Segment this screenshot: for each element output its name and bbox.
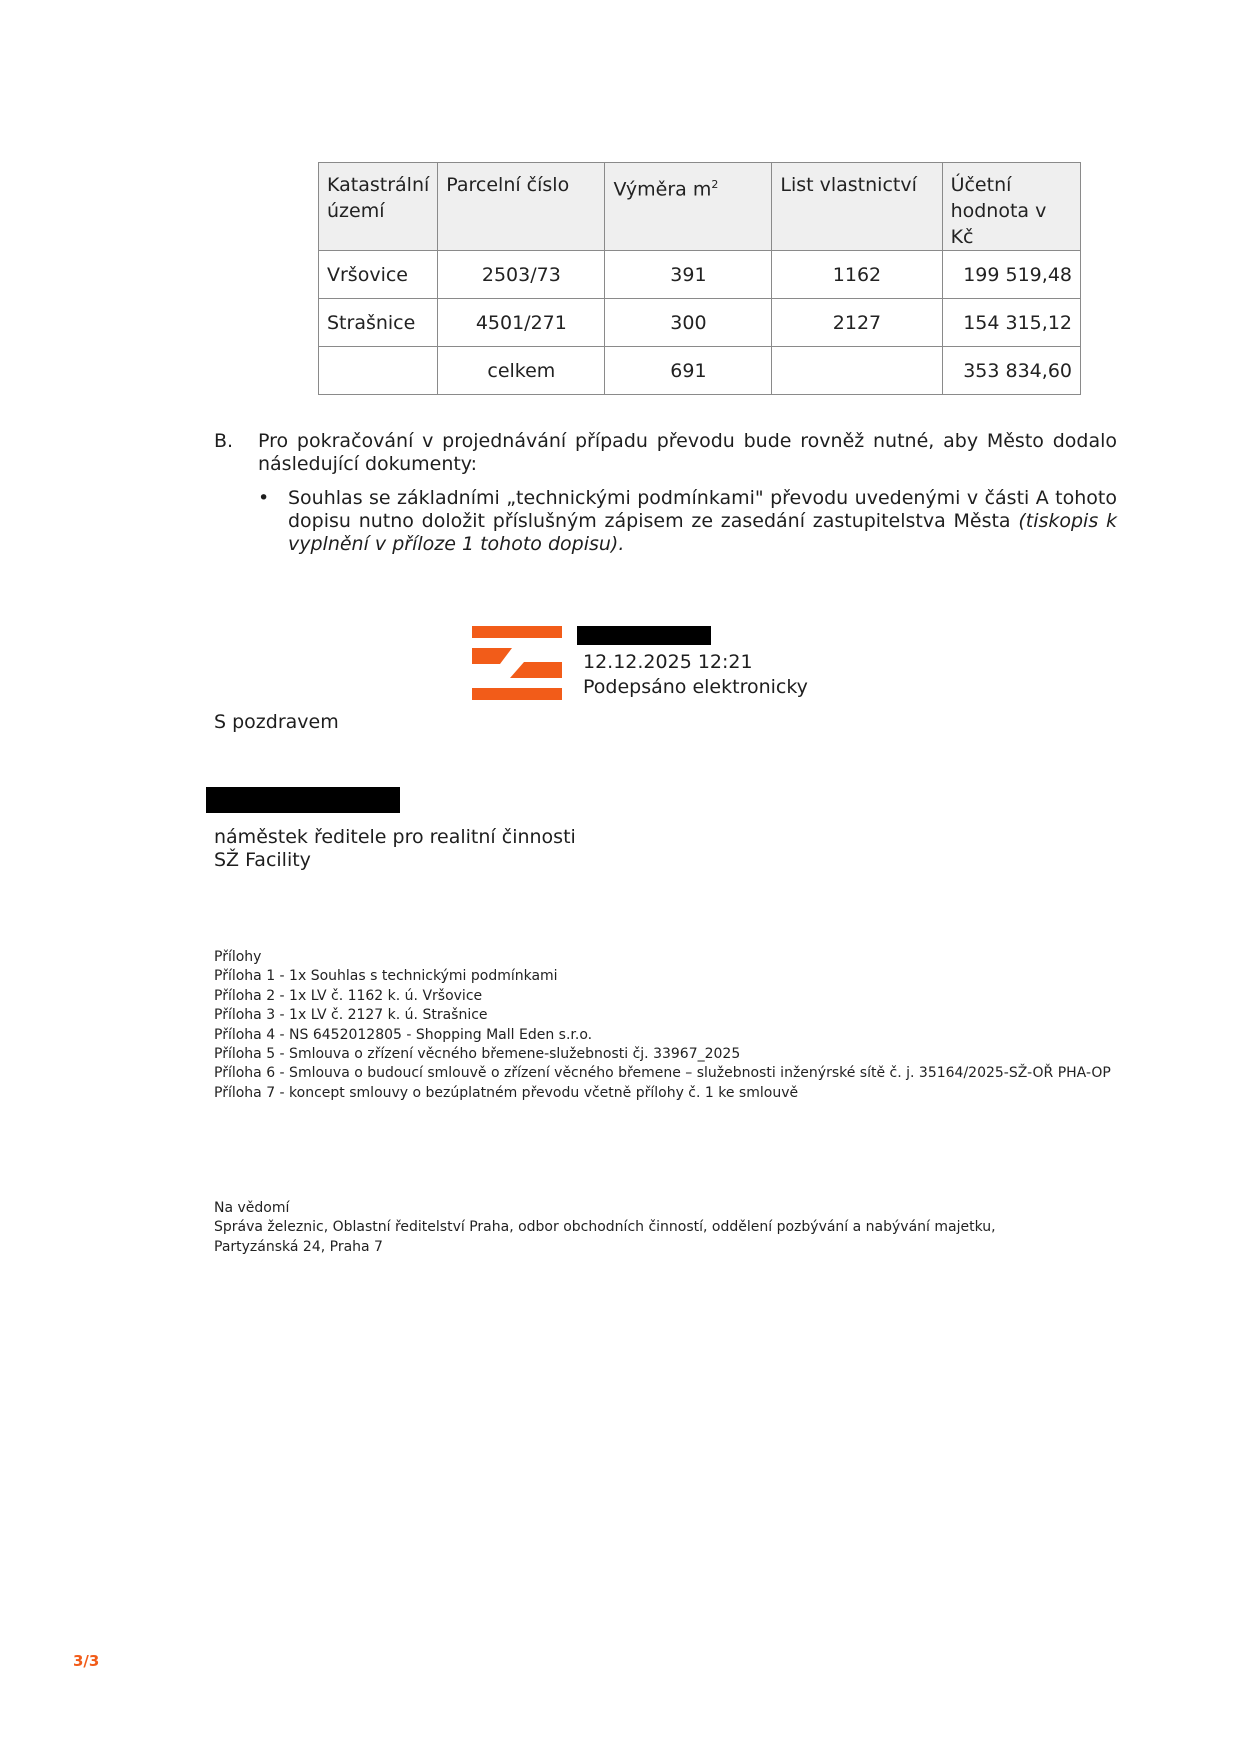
bullet-marker: • <box>258 487 270 509</box>
section-b-text: Pro pokračování v projednávání případu převodu bude rovněž nutné, aby Město dodalo následující dokumenty: <box>258 430 1117 475</box>
cell-size: 300 <box>605 299 772 347</box>
area-unit-sup: 2 <box>711 178 719 191</box>
cell-total-value: 353 834,60 <box>942 347 1080 395</box>
header-book-value: Účetní hodnota v Kč <box>942 163 1080 251</box>
notice-block <box>214 1199 1114 1257</box>
header-parcel-number: Parcelní číslo <box>438 163 605 251</box>
attachments-list <box>214 948 1114 1103</box>
cell-lv: 2127 <box>772 299 942 347</box>
parcel-table <box>318 162 1081 395</box>
bullet-text-italic: (tiskopis k vyplnění v příloze 1 tohoto dopisu). <box>288 510 1117 555</box>
cell-area-name <box>319 347 438 395</box>
table-row <box>319 299 1081 347</box>
signatory-block <box>214 826 576 872</box>
cell-parcel: 4501/271 <box>438 299 605 347</box>
cell-area-name: Vršovice <box>319 251 438 299</box>
cell-total-size: 691 <box>605 347 772 395</box>
bullet-text <box>288 487 1117 556</box>
cell-value: 154 315,12 <box>942 299 1080 347</box>
cell-lv <box>772 347 942 395</box>
notice-heading: Na vědomí <box>214 1200 290 1216</box>
cell-total-label: celkem <box>438 347 605 395</box>
cell-size: 391 <box>605 251 772 299</box>
table-total-row <box>319 347 1081 395</box>
logo-shape-left <box>472 648 512 664</box>
section-b-marker: B. <box>214 430 234 452</box>
bullet-text-main: Souhlas se základními „technickými podmínkami" převodu uvedenými v části A tohoto dopisu nutno doložit příslušným zápisem ze zasedání zastupitelstva Města <box>288 487 1117 532</box>
redacted-signer-name <box>577 626 711 645</box>
signatory-org: SŽ Facility <box>214 849 311 871</box>
logo-bar-top <box>472 626 562 638</box>
signature-datetime: 12.12.2025 12:21 <box>583 651 753 673</box>
cell-parcel: 2503/73 <box>438 251 605 299</box>
page-number: 3/3 <box>73 1652 100 1670</box>
sz-logo-icon <box>472 626 562 700</box>
header-ownership-list: List vlastnictví <box>772 163 942 251</box>
attachment-item: Příloha 3 - 1x LV č. 2127 k. ú. Strašnice <box>214 1007 488 1024</box>
notice-text: Správa železnic, Oblastní ředitelství Praha, odbor obchodních činností, oddělení pozbývání a nabývání majetku, Partyzánská 24, Praha 7 <box>214 1219 996 1255</box>
cell-value: 199 519,48 <box>942 251 1080 299</box>
attachments-heading: Přílohy <box>214 949 262 965</box>
signatory-role: náměstek ředitele pro realitní činnosti <box>214 826 576 848</box>
logo-bar-bottom <box>472 688 562 700</box>
attachment-item: Příloha 2 - 1x LV č. 1162 k. ú. Vršovice <box>214 987 483 1004</box>
attachment-item: Příloha 4 - NS 6452012805 - Shopping Mall Eden s.r.o. <box>214 1026 593 1043</box>
greeting: S pozdravem <box>214 711 339 733</box>
table-header-row <box>319 163 1081 251</box>
bullet-item <box>258 487 1117 556</box>
cell-lv: 1162 <box>772 251 942 299</box>
table-row <box>319 251 1081 299</box>
section-b <box>214 430 1117 476</box>
redacted-signatory-name <box>206 787 400 813</box>
attachment-item: Příloha 7 - koncept smlouvy o bezúplatném převodu včetně přílohy č. 1 ke smlouvě <box>214 1084 799 1101</box>
header-cadastral-area: Katastrální území <box>319 163 438 251</box>
attachment-item: Příloha 1 - 1x Souhlas s technickými podmínkami <box>214 968 558 985</box>
header-area <box>605 163 772 251</box>
header-area-label: Výměra m <box>613 178 712 201</box>
cell-area-name: Strašnice <box>319 299 438 347</box>
attachment-item: Příloha 6 - Smlouva o budoucí smlouvě o zřízení věcného břemene – služebnosti inženýrské sítě č. j. 35164/2025-SŽ-OŘ PHA-OP <box>214 1065 1111 1082</box>
attachment-item: Příloha 5 - Smlouva o zřízení věcného břemene-služebnosti čj. 33967_2025 <box>214 1046 741 1063</box>
signature-note: Podepsáno elektronicky <box>583 676 808 698</box>
logo-shape-right <box>510 662 562 678</box>
